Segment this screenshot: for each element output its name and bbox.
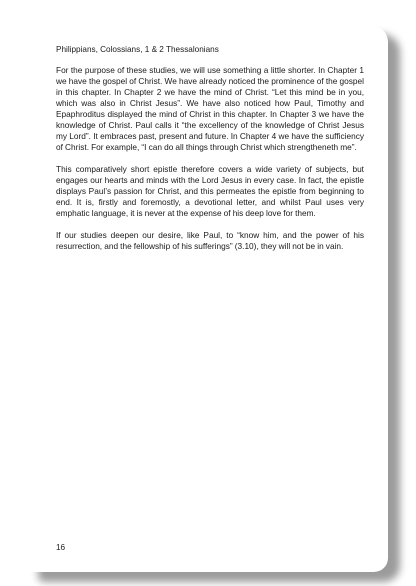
- paragraph-2: This comparatively short epistle therefore covers a wide variety of subjects, but engages our hearts and minds with the Lord Jesus in every case. In fact, the epistle displays Paul’s passion for Christ, and this permeates the epistle from beginning to end. It is, firstly and foremostly, a devotional letter, and whilst Paul uses very emphatic language, it is never at the expense of his deep love for them.: [56, 164, 364, 218]
- running-header: Philippians, Colossians, 1 & 2 Thessalonians: [56, 45, 219, 54]
- paragraph-3: If our studies deepen our desire, like Paul, to “know him, and the power of his resurrection, and the fellowship of his sufferings” (3.10), they will not be in vain.: [56, 230, 364, 251]
- paragraph-1: For the purpose of these studies, we will use something a little shorter. In Chapter 1 we have the gospel of Christ. We have already noticed the prominence of the gospel in this chapter. In Chapter 2 we have the mind of Christ. “Let this mind be in you, which was also in Christ Jesus”. We have also noticed how Paul, Timothy and Epaphroditus displayed the mind of Christ in this chapter. In Chapter 3 we have the knowledge of Christ. Paul calls it “the excellency of the knowledge of Christ Jesus my Lord”. It embraces past, present and future. In Chapter 4 we have the sufficiency of Christ. For example, “I can do all things through Christ which strengtheneth me”.: [56, 65, 364, 152]
- book-page: [30, 26, 388, 572]
- page-number: 16: [56, 543, 66, 552]
